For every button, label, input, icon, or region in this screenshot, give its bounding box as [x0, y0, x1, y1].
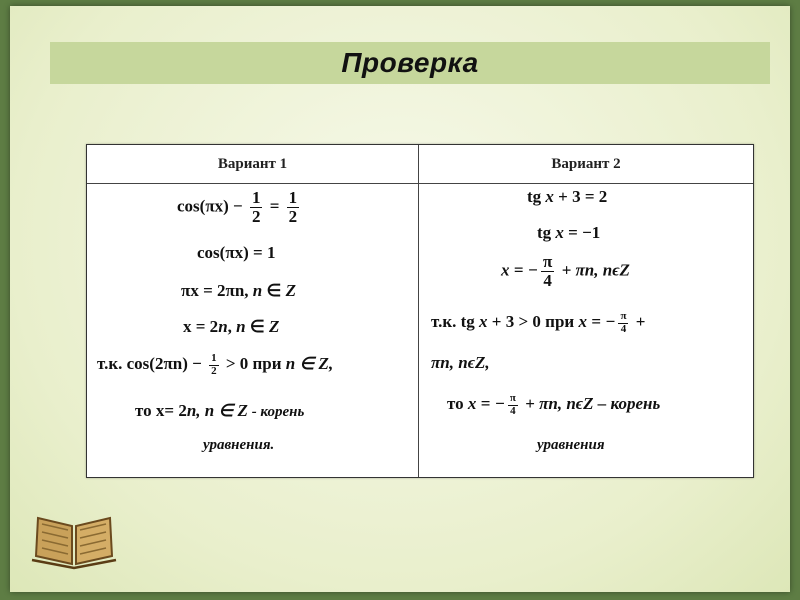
v1-line-1: cos(πx) − $\frac{1}{2}$ = $\frac{1}{2}$ — [177, 188, 298, 226]
v1-line-2: cos(πx) = 1 — [197, 243, 276, 262]
column-header-variant-1: Вариант 1 — [87, 145, 418, 184]
v2-line-1: tg x + 3 = 2 — [527, 187, 608, 206]
slide-title: Проверка — [341, 47, 479, 78]
v2-line-7: уравнения — [537, 437, 605, 453]
slide — [10, 6, 790, 592]
answer-table — [86, 144, 754, 478]
v1-line-5: т.к. cos(2πn) − $\frac{1}{2}$ > 0 при n ∈ Z, — [97, 352, 334, 377]
v2-line-3: x = − $\frac{\pi}{4}$ + πn, nϵZ — [501, 252, 630, 290]
v2-line-5: πn, nϵZ, — [431, 353, 490, 372]
title-band — [50, 42, 770, 84]
open-book-icon — [28, 508, 120, 570]
v2-line-6: то x = − $\frac{\pi}{4}$ + πn, nϵZ – корень — [447, 392, 661, 417]
column-divider — [418, 145, 419, 477]
column-header-variant-2: Вариант 2 — [419, 145, 753, 184]
v1-line-3: πx = 2πn, n ∈ Z — [181, 281, 296, 300]
v2-line-2: tg x = −1 — [537, 223, 601, 242]
v2-line-4: т.к. tg x + 3 > 0 при x = − $\frac{\pi}{4}$ + — [431, 310, 646, 335]
v1-line-7: уравнения. — [203, 437, 275, 453]
v1-line-6: то x= 2n, n ∈ Z - корень — [135, 401, 305, 420]
v1-line-4: x = 2n, n ∈ Z — [183, 317, 280, 336]
